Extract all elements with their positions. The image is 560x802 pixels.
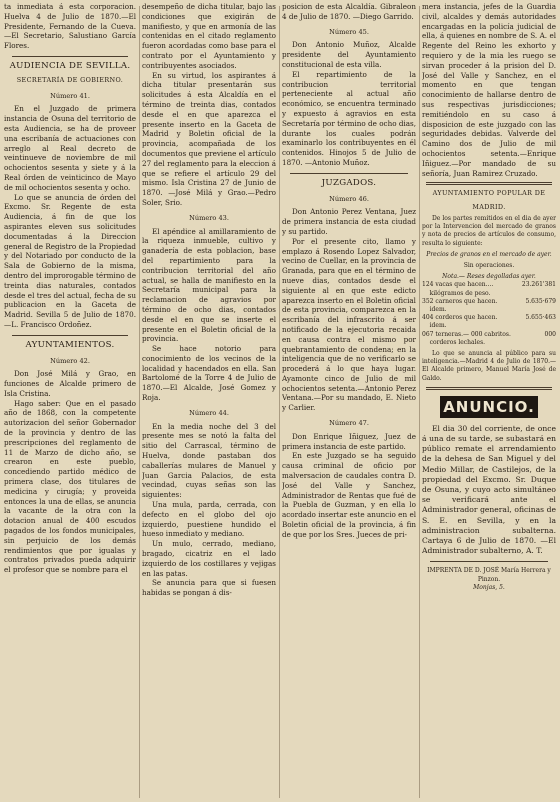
market-row-description: 352 carneros que hacen. xyxy=(422,297,498,305)
divider xyxy=(426,387,552,390)
notice-paragraph: Por el presente cito, llamo y emplazo á Rosendo Lopez Salvador, vecino de Cuellar, en la provincia de Granada, para que en el término de nueve dias, contados desde el siguiente al en que este edicto aparezca inserto en el Boletin oficial de esta provincia, comparezca en la escribanía del infrascrito á ser notificado de la ejecutoria recaida en causa contra el mismo por quebrantamiento de condena; en la inteligencia que de no verificarlo se procederá á lo que haya lugar. Ayamonte cinco de Julio de mil ochocientos setenta.—Antonio Perez Ventana.—Por su mandado, E. Nieto y Carlier. xyxy=(282,236,416,413)
anuncio-banner: ANUNCIO. xyxy=(440,396,538,418)
market-prices-heading: Precios de granos en el mercado de ayer. xyxy=(426,250,552,258)
market-row xyxy=(422,339,556,347)
gazette-page xyxy=(4,2,556,798)
notice-heading: Don Antonio Muñoz, Alcalde presidente del Ayuntamiento constitucional de esta villa. xyxy=(282,40,416,69)
column-2 xyxy=(142,2,276,798)
notice-paragraph: El repartimiento de la contribucion territorial perteneciente al actual año económico, se encuentra terminado y expuesto á agravios en esta Secretaría por término de ocho dias, durante los cuales podrán examinarlo los contribuyentes en él contenidos. Hinojos 5 de Julio de 1870. —Antonio Muñoz. xyxy=(282,69,416,167)
notice-number: Número 47. xyxy=(329,419,369,428)
divider xyxy=(12,335,128,336)
market-row xyxy=(422,306,556,314)
market-row-description: 067 terneras.— 000 cabritos. xyxy=(422,330,511,338)
continued-text: ta inmediata á esta corporacion. Huelva 4 de Julio de 1870.—El Presidente, Fernando de la Cueva.—El Secretario, Salustiano García Flores. xyxy=(4,2,136,51)
notice-paragraph: En su virtud, los aspirantes á dicha titular presentarán sus solicitudes á esta Alcaldía en el término de treinta dias, contados desde el en que aparezca el presente inserto en la Gaceta de Madrid y Boletin oficial de la provincia, acompañada de los documentos que previene el artículo 27 del reglamento para la eleccion á que se refiere el artículo 29 del mismo. Isla Cristina 27 de Junio de 1870. —José Milá y Grao.—Pedro Soler, Srio. xyxy=(142,70,276,207)
market-no-operations: Sin operaciones. xyxy=(463,261,515,269)
market-closing: Lo que se anuncia al público para su inteligencia.—Madrid 4 de Julio de 1870.—El Alcalde primero, Manuel María José de Galdo. xyxy=(422,349,556,382)
notice-number: Número 45. xyxy=(329,27,369,36)
notice-number: Número 44. xyxy=(189,408,229,417)
market-row-description: idem. xyxy=(422,322,447,330)
printer-address: Monjas, 5. xyxy=(473,583,505,591)
market-row-description: idem. xyxy=(422,305,447,313)
market-intro: De los partes remitidos en el dia de ayer por la Intervencion del mercado de granos y nota de precios de artículos de consumo, resulta lo siguiente: xyxy=(422,214,556,247)
column-separator xyxy=(279,6,280,798)
notice-paragraph: En la media noche del 3 del presente mes se notó la falta del sitio del Carrascal, término de Huelva, donde pastaban dos caballerías mulares de Manuel y Juan Garcia Palacios, de esta vecindad, cuyas señas son las siguientes: xyxy=(142,421,276,500)
subheading-secretaria: SECRETARÍA DE GOBIERNO. xyxy=(16,75,124,84)
market-row xyxy=(422,322,556,330)
market-row-description: kilógramos de peso. xyxy=(422,289,491,297)
notice-paragraph: Una mula, parda, cerrada, con defecto en el globo del ojo izquierdo, puestiene hundido el hueso inmediato y mediano. xyxy=(142,500,276,539)
notice-number: Número 41. xyxy=(50,91,90,100)
market-row xyxy=(422,298,556,306)
market-row-value: 000 xyxy=(544,330,556,338)
notice-paragraph: Se anuncia para que si fuesen habidas se pongan á dis- xyxy=(142,578,276,598)
notice-paragraph: El dia 30 del corriente, de once á una de su tarde, se subastará en público remate el arrendamiento de la dehesa de San Miguel y del Medio Millar, de Castilejos, de la propiedad del Excmo. Sr. Duque de Osuna, y cuyo acto simultáneo se verificará ante el Administrador general, oficinas de S. E. en Sevilla, y en la administracion subalterna. Cartaya 6 de Julio de 1870. —El Administrador subalterno, A. T. xyxy=(422,423,556,556)
notice-paragraph: El apéndice al amillaramiento de la riqueza inmueble, cultivo y ganadería de esta poblacion, base del repartimiento para la contribucion territorial del año actual, se halla de manifiesto en la Secretaría municipal para la reclamacion de agravios por término de ocho dias, contados desde el en que se inserte el presente en el Boletin oficial de la provincia. xyxy=(142,226,276,344)
divider xyxy=(426,182,552,185)
market-row xyxy=(422,314,556,322)
notice-paragraph: Hago saber: Que en el pasado año de 1868, con la competente autorizacion del señor Gobernador de la provincia y dentro de las prescripciones del reglamento de 11 de Marzo de dicho año, se crearon en este pueblo, concediendo partido médico de primera clase, dos titulares de medicina y cirugía; y proveida entonces la una de ellas, se anuncia la vacante de la otra con la dotacion anual de 400 escudos pagados de los fondos municipales, sin perjuicio de los demás rendimientos que por igualas y contratos privados pueda adquirir el profesor que se nombre para el xyxy=(4,398,136,575)
section-heading-audiencia: AUDIENCIA DE SEVILLA. xyxy=(9,60,131,71)
notice-number: Número 46. xyxy=(329,194,369,203)
column-separator xyxy=(139,6,140,798)
market-row-value: 5.655·463 xyxy=(525,314,556,322)
market-row-description: 124 vacas que hacen.... xyxy=(422,281,494,289)
notice-paragraph: En el Juzgado de primera instancia de Osuna del territorio de esta Audiencia, se ha de proveer una escribanía de actuaciones con arreglo al Real decreto de veintinueve de noviembre de mil ochocientos sesenta y siete y á la Real órden de veinticinco de Mayo de mil ochocientos sesenta y ocho. xyxy=(4,104,136,192)
notice-paragraph: Se hace notorio para conocimiento de los vecinos de la localidad y hacendados en ella. San Bartolomé de la Torre 4 de Julio de 1870.—El Alcalde, José Gomez y Roja. xyxy=(142,344,276,403)
market-row-description: corderos lechales. xyxy=(422,338,486,346)
continued-text: desempeño de dicha titular, bajo las condiciones que exigirán de manifiesto, y que en armonía de las contenidas en el citado reglamento fueron acordadas como base para el contrato por el Ayuntamiento y contribuyentes asociados. xyxy=(142,2,276,70)
market-row-value: 5.635·679 xyxy=(525,297,556,305)
market-heading: AYUNTAMIENTO POPULAR DE xyxy=(432,189,546,198)
column-1 xyxy=(4,2,136,798)
divider xyxy=(290,173,408,174)
market-row-value: 23.261'381 xyxy=(521,281,556,289)
market-row xyxy=(422,281,556,289)
market-city: MADRID. xyxy=(472,203,506,212)
market-row xyxy=(422,331,556,339)
market-note: Nota.— Reses degolladas ayer. xyxy=(442,273,536,281)
printer-imprint: IMPRENTA DE D. JOSÉ María Herrera y Pinzon. xyxy=(427,567,551,583)
market-row xyxy=(422,290,556,298)
divider xyxy=(12,56,128,57)
market-row-description: 404 corderos que hacen. xyxy=(422,314,498,322)
divider xyxy=(430,561,548,562)
continued-text: mera instancia, jefes de la Guardia civil, alcaldes y demás autoridades encargadas en la policía judicial de ella, á quienes en nombre de S. A. el Regente del Reino les exhorto y requiero y de la mia les ruego se sirvan proceder á la prision del D. José del Valle y Sanchez, en el momento en que tengan conocimiento de hallarse dentro de sus respectivas jurisdicciones; remitiéndolo en su caso á disposicion de este juzgado con las seguridades debidas. Valverde del Camino dos de Julio de mil ochocientos setenta.—Enrique Iñiguez.—Por mandado de su señoría, Juan Ramirez Cruzado. xyxy=(422,2,556,178)
section-heading-ayuntamientos: AYUNTAMIENTOS. xyxy=(25,339,115,350)
notice-heading: Don Enrique Iñiguez, Juez de primera instancia de este partido. xyxy=(282,431,416,451)
notice-heading: Don Antonio Perez Ventana, Juez de primera instancia de esta ciudad y su partido. xyxy=(282,207,416,236)
column-4 xyxy=(422,2,556,798)
notice-number: Número 43. xyxy=(189,213,229,222)
section-heading-juzgados: JUZGADOS. xyxy=(321,177,377,188)
column-3 xyxy=(282,2,416,798)
notice-paragraph: Lo que se anuncia de órden del Excmo. Sr. Regente de esta Audiencia, á fin de que los aspirantes eleven sus solicitudes documentadas á la Direccion general de Registro de la Propiedad y del Notariado por conducto de la Sala de Gobierno de la misma, dentro del improrogable término de treinta dias naturales, contados desde el tres del actual, fecha de su publicacion en la Gaceta de Madrid. Sevilla 5 de Julio de 1870.—L. Francisco Ordoñez. xyxy=(4,192,136,329)
notice-paragraph: Un mulo, cerrado, mediano, bragado, cicatriz en el lado izquierdo de los costillares y vejigas en las patas. xyxy=(142,539,276,578)
column-separator xyxy=(419,6,420,798)
notice-paragraph: En este Juzgado se ha seguido causa criminal de oficio por malversacion de caudales contra D. José del Valle y Sanchez, Administrador de Rentas que fué de la Puebla de Guzman, y en ella lo acordado insertar este anuncio en el Boletin oficial de la provincia, á fin de que por los Sres. Jueces de pri- xyxy=(282,451,416,539)
notice-number: Número 42. xyxy=(50,356,90,365)
market-table xyxy=(422,281,556,347)
notice-heading: Don José Milá y Grao, en funciones de Alcalde primero de Isla Cristina. xyxy=(4,369,136,398)
continued-text: posicion de esta Alcaldía. Gibraleon 4 de Julio de 1870. —Diego Garrido. xyxy=(282,2,416,21)
